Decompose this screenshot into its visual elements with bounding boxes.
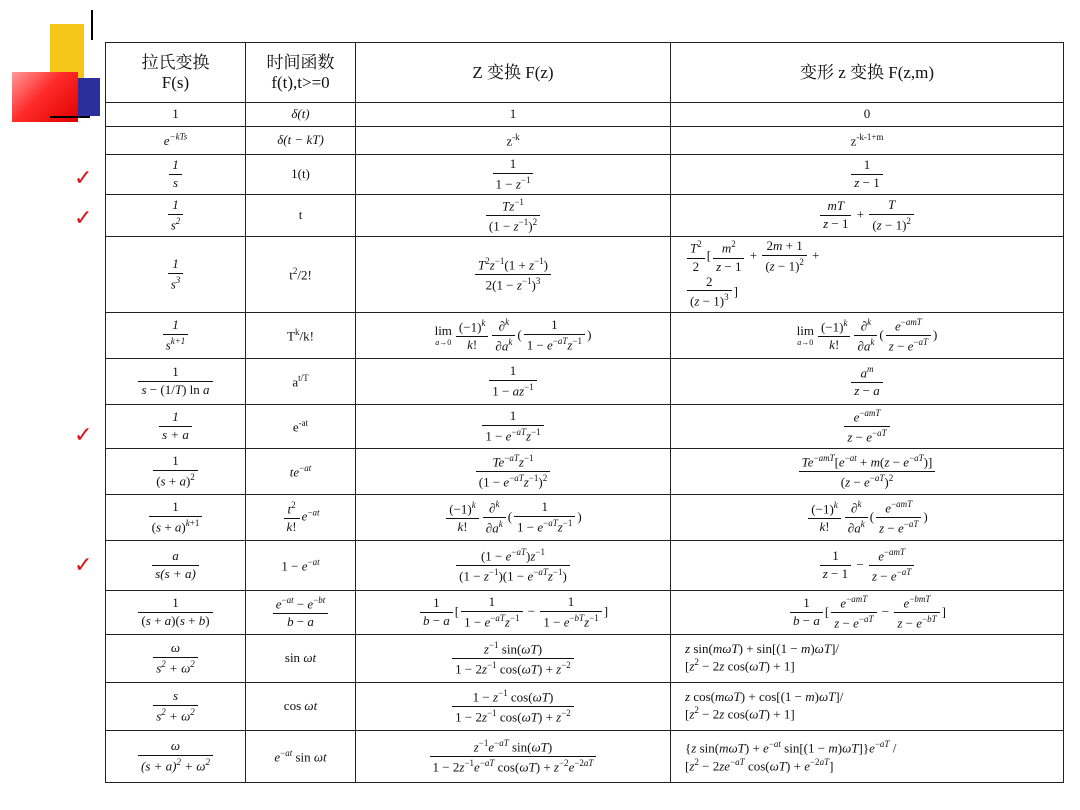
- cell-ft: $\frac{e^{-at} - e^{-bt}}{b - a}$: [246, 591, 356, 635]
- cell-fzm: $\frac{T^2}{2}$ [ $\frac{m^2}{z - 1}$ + $\frac{2m + 1}{(z - 1)^2}$ + $\frac{2}{(z - 1)^3}$ ]: [671, 237, 1064, 313]
- check-mark-icon: ✓: [74, 166, 93, 191]
- cell-fz: $\frac{Tz^{-1}}{(1 - z^{-1})^2}$: [356, 195, 671, 237]
- cell-fs: $\frac{\omega}{(s + a)^2 + \omega^2}$: [106, 731, 246, 783]
- cell-fzm: $\frac{1}{z - 1}$: [671, 155, 1064, 195]
- table-row: [106, 195, 1064, 237]
- cell-ft: cos ωt: [246, 683, 356, 731]
- cell-fz: $\frac{1}{1 - e^{-aT}z^{-1}}$: [356, 405, 671, 449]
- cell-ft: δ(t − kT): [246, 127, 356, 155]
- cell-ft: $e^{-at}$ sin ωt: [246, 731, 356, 783]
- cell-fs: $\frac{s}{s^2 + \omega^2}$: [106, 683, 246, 731]
- cell-fz: $z^{-k}$: [356, 127, 671, 155]
- cell-fs: $\frac{1}{s + a}$: [106, 405, 246, 449]
- cell-fzm: $\frac{1}{z - 1}$ − $\frac{e^{-amT}}{z - e^{-aT}}$: [671, 541, 1064, 591]
- cell-ft: 1(t): [246, 155, 356, 195]
- cell-fz: $\frac{1}{1 - az^{-1}}$: [356, 359, 671, 405]
- table-header-row: [106, 43, 1064, 103]
- cell-fs: $\frac{a}{s(s + a)}$: [106, 541, 246, 591]
- header-modified-z-transform: 变形 z 变换 F(z,m): [671, 43, 1064, 103]
- cell-fz: $\frac{(1 - e^{-aT})z^{-1}}{(1 - z^{-1})(1 - e^{-aT}z^{-1})}$: [356, 541, 671, 591]
- slide-deco-line-vertical: [91, 10, 93, 40]
- cell-fz: $\frac{z^{-1}e^{-aT} \sin(\omega T)}{1 - 2z^{-1}e^{-aT} \cos(\omega T) + z^{-2}e^{-2aT}}$: [356, 731, 671, 783]
- cell-fzm: lim a→0 $\frac{(-1)^k}{k!}$ $\frac{\partial^k}{\partial a^k}$ ( $\frac{e^{-amT}}{z - e^{-aT}}$ ): [671, 313, 1064, 359]
- slide-deco-red-block: [12, 72, 78, 122]
- cell-fz: $\frac{(-1)^k}{k!}$ $\frac{\partial^k}{\partial a^k}$ ( $\frac{1}{1 - e^{-aT}z^{-1}}$ ): [356, 495, 671, 541]
- cell-fz: $\frac{z^{-1} \sin(\omega T)}{1 - 2z^{-1} \cos(\omega T) + z^{-2}}$: [356, 635, 671, 683]
- cell-ft: δ(t): [246, 103, 356, 127]
- table-row: [106, 731, 1064, 783]
- table-row: [106, 683, 1064, 731]
- cell-fs: $\frac{\omega}{s^2 + \omega^2}$: [106, 635, 246, 683]
- cell-ft: $\frac{t^2}{k!}$ $e^{-at}$: [246, 495, 356, 541]
- table-row: [106, 405, 1064, 449]
- cell-ft: $te^{-at}$: [246, 449, 356, 495]
- table-row: [106, 541, 1064, 591]
- cell-fz: $\frac{1}{1 - z^{-1}}$: [356, 155, 671, 195]
- table-row: [106, 635, 1064, 683]
- table-row: [106, 127, 1064, 155]
- cell-fzm: 0: [671, 103, 1064, 127]
- cell-fs: $\frac{1}{\text{s − (1/T) ln a}}$: [106, 359, 246, 405]
- cell-fzm: {z $\sin(m\omega T) + e^{-at}$ $\sin[(1 - m)\omega T]\}e^{-aT}$ / [$z^2 - 2ze^{-aT}$ $\cos(\omega T) + e^{-2aT}$]: [671, 731, 1064, 783]
- cell-fzm: $\frac{e^{-amT}}{z - e^{-aT}}$: [671, 405, 1064, 449]
- cell-fs: 1: [106, 103, 246, 127]
- cell-fzm: $z^{-k-1+m}$: [671, 127, 1064, 155]
- cell-fs: $\frac{1}{(s + a)(s + b)}$: [106, 591, 246, 635]
- cell-fs: $\frac{1}{(s + a)^2}$: [106, 449, 246, 495]
- cell-fzm: $\frac{(-1)^k}{k!}$ $\frac{\partial^k}{\partial a^k}$ ( $\frac{e^{-amT}}{z - e^{-aT}}$ ): [671, 495, 1064, 541]
- header-time-function: 时间函数 f(t),t>=0: [246, 43, 356, 103]
- cell-fz: $\frac{Te^{-aT}z^{-1}}{(1 - e^{-aT}z^{-1})^2}$: [356, 449, 671, 495]
- cell-fs: $\frac{1}{s}$: [106, 155, 246, 195]
- check-mark-icon: ✓: [74, 206, 93, 231]
- slide-deco-blue-block: [78, 78, 100, 116]
- check-mark-icon: ✓: [74, 553, 93, 578]
- cell-ft: $t^2/2$!: [246, 237, 356, 313]
- cell-fzm: $\frac{mT}{z - 1}$ + $\frac{T}{(z - 1)^2}$: [671, 195, 1064, 237]
- cell-ft: $e^{-at}$: [246, 405, 356, 449]
- cell-fz: $\frac{1 - z^{-1} \cos(\omega T)}{1 - 2z^{-1} \cos(\omega T) + z^{-2}}$: [356, 683, 671, 731]
- cell-ft: t: [246, 195, 356, 237]
- cell-fzm: $\frac{Te^{-amT}[e^{-at} + m(z - e^{-aT})]}{(z - e^{-aT})^2}$: [671, 449, 1064, 495]
- cell-fzm: $\frac{a^m}{z - a}$: [671, 359, 1064, 405]
- check-mark-icon: ✓: [74, 423, 93, 448]
- cell-ft: $1 - e^{-at}$: [246, 541, 356, 591]
- table-row: [106, 495, 1064, 541]
- header-laplace: 拉氏变换 F(s): [106, 43, 246, 103]
- cell-fz: $\frac{1}{b - a}$ [ $\frac{1}{1 - e^{-aT}z^{-1}}$ − $\frac{1}{1 - e^{-bT}z^{-1}}$ ]: [356, 591, 671, 635]
- table-row: [106, 103, 1064, 127]
- cell-fs: $e^{-kTs}$: [106, 127, 246, 155]
- cell-fzm: z sin(mωT) + sin[(1 − m)ωT]/ [$z^2 - 2z$ cos(ωT) + 1]: [671, 635, 1064, 683]
- cell-ft: $T^k/k$!: [246, 313, 356, 359]
- cell-fs: $\frac{1}{s^2}$: [106, 195, 246, 237]
- table-row: [106, 359, 1064, 405]
- cell-fs: $\frac{1}{s^{k+1}}$: [106, 313, 246, 359]
- cell-fz: lim a→0 $\frac{(-1)^k}{k!}$ $\frac{\partial^k}{\partial a^k}$ ( $\frac{1}{1 - e^{-aT}z^{-1}}$ ): [356, 313, 671, 359]
- table-row: [106, 155, 1064, 195]
- cell-fz: $\frac{T^2z^{-1}(1 + z^{-1})}{2(1 - z^{-1})^3}$: [356, 237, 671, 313]
- transform-table: [105, 42, 1064, 783]
- cell-ft: sin ωt: [246, 635, 356, 683]
- table-row: [106, 591, 1064, 635]
- cell-fzm: $\frac{1}{b - a}$ [ $\frac{e^{-amT}}{z - e^{-aT}}$ − $\frac{e^{-bmT}}{z - e^{-bT}}$ ]: [671, 591, 1064, 635]
- slide-deco-line-horizontal: [50, 116, 90, 118]
- cell-fs: $\frac{1}{s^3}$: [106, 237, 246, 313]
- table-row: [106, 449, 1064, 495]
- table-row: [106, 313, 1064, 359]
- table-row: [106, 237, 1064, 313]
- cell-ft: $a^{t/T}$: [246, 359, 356, 405]
- cell-fzm: z cos(mωT) + cos[(1 − m)ωT]/ [$z^2 - 2z$ cos(ωT) + 1]: [671, 683, 1064, 731]
- cell-fs: $\frac{1}{(s + a)^{k+1}}$: [106, 495, 246, 541]
- header-z-transform: Z 变换 F(z): [356, 43, 671, 103]
- cell-fz: 1: [356, 103, 671, 127]
